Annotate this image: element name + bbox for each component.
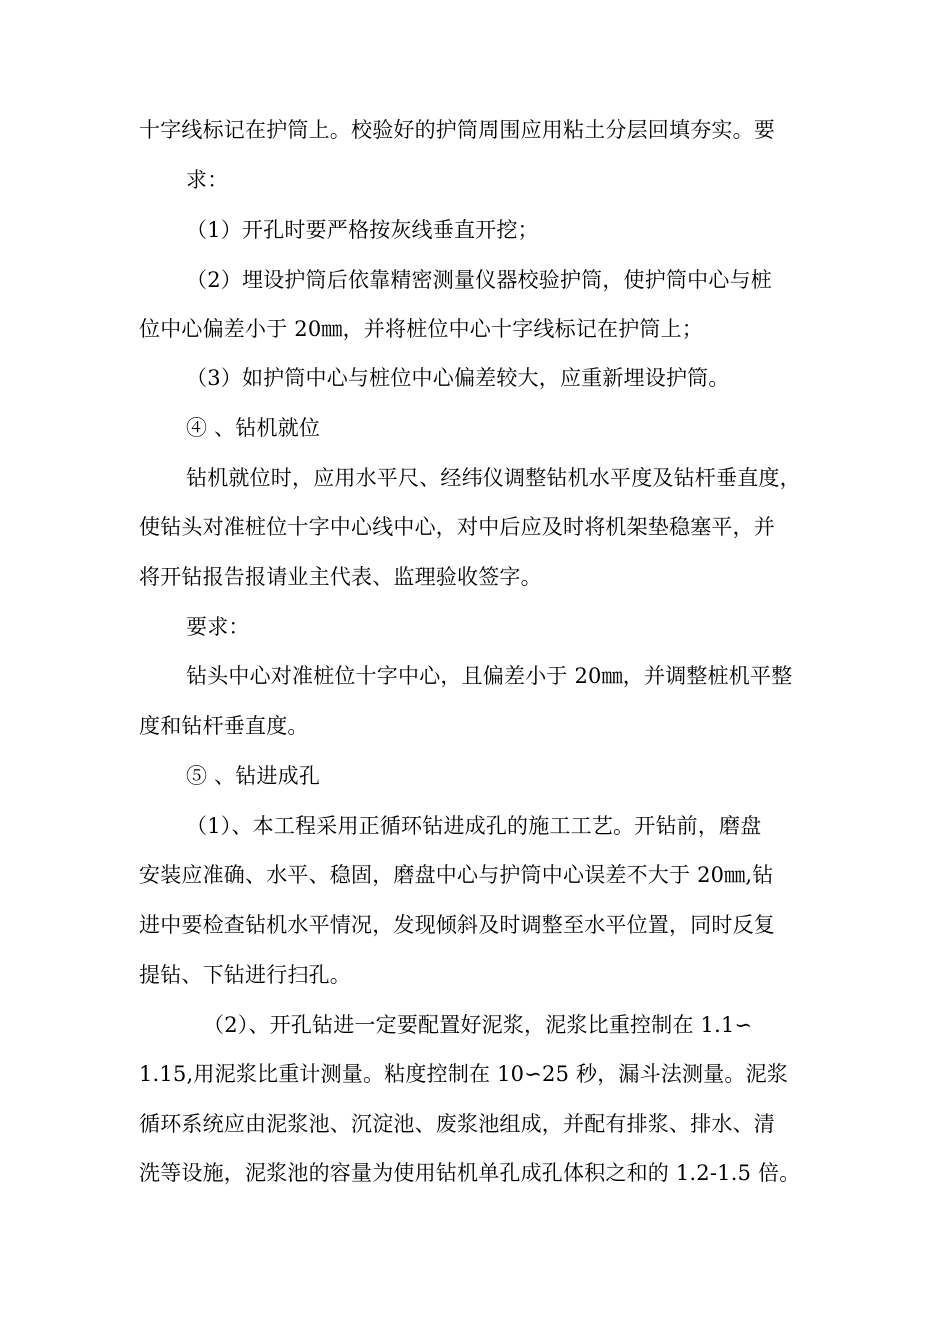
- text-line: 钻机就位时，应用水平尺、经纬仪调整钻机水平度及钻杆垂直度，: [186, 466, 801, 490]
- text-line: 洗等设施，泥浆池的容量为使用钻机单孔成孔体积之和的 1.2-1.5 倍。: [139, 1161, 801, 1185]
- text-line: 要求：: [186, 615, 250, 639]
- section-heading: ④ 、钻机就位: [186, 416, 321, 440]
- text-line: （1）、本工程采用正循环钻进成孔的施工工艺。开钻前，磨盘: [186, 814, 762, 838]
- text-line: 十字线标记在护筒上。校验好的护筒周围应用粘土分层回填夯实。要: [139, 118, 775, 142]
- text-line: 提钻、下钻进行扫孔。: [139, 963, 351, 987]
- text-line: 将开钻报告报请业主代表、监理验收签字。: [139, 565, 542, 589]
- text-line: （2）埋设护筒后依靠精密测量仪器校验护筒，使护筒中心与桩: [186, 268, 772, 292]
- text-line: （3）如护筒中心与桩位中心偏差较大，应重新埋设护筒。: [186, 366, 730, 390]
- text-line: 钻头中心对准桩位十字中心，且偏差小于 20㎜，并调整桩机平整: [186, 664, 793, 688]
- text-line: 位中心偏差小于 20㎜，并将桩位中心十字线标记在护筒上；: [139, 317, 703, 341]
- text-line: （2）、开孔钻进一定要配置好泥浆，泥浆比重控制在 1.1∽: [203, 1013, 753, 1037]
- text-line: 1.15,用泥浆比重计测量。粘度控制在 10∽25 秒，漏斗法测量。泥浆: [139, 1062, 789, 1086]
- text-line: 度和钻杆垂直度。: [139, 714, 309, 738]
- text-line: 使钻头对准桩位十字中心线中心，对中后应及时将机架垫稳塞平，并: [139, 515, 775, 539]
- text-line: 求：: [186, 168, 229, 192]
- section-heading: ⑤ 、钻进成孔: [186, 764, 321, 788]
- text-line: 进中要检查钻机水平情况，发现倾斜及时调整至水平位置，同时反复: [139, 913, 775, 937]
- text-line: 循环系统应由泥浆池、沉淀池、废浆池组成，并配有排浆、排水、清: [139, 1112, 775, 1136]
- text-line: 安装应准确、水平、稳固，磨盘中心与护筒中心误差不大于 20㎜,钻: [139, 863, 774, 887]
- text-line: （1）开孔时要严格按灰线垂直开挖；: [186, 218, 539, 242]
